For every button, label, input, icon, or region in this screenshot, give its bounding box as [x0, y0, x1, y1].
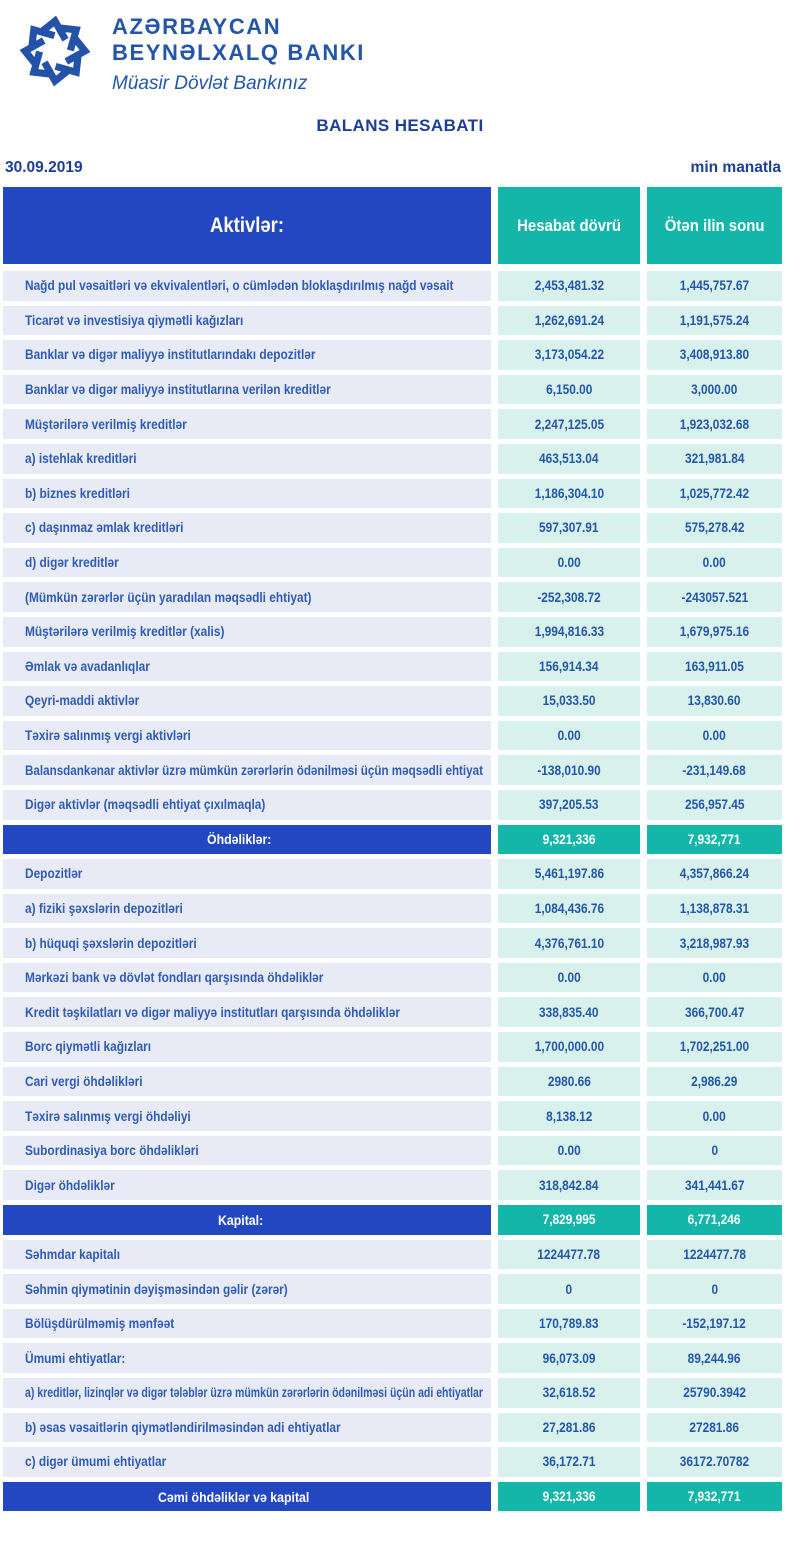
- row-value-current-cell: [498, 1378, 640, 1408]
- row-label-cell: [3, 997, 491, 1027]
- row-value-current-cell: [498, 582, 640, 612]
- row-value-previous: 36172.70782: [679, 1454, 750, 1470]
- table-row: [3, 997, 782, 1027]
- row-label: Ticarət və investisiya qiymətli kağızları: [25, 312, 244, 328]
- row-value-previous: 2,986.29: [691, 1073, 738, 1089]
- row-value-previous: 13,830.60: [688, 693, 741, 709]
- row-label-cell: [3, 721, 491, 751]
- row-value-current: 318,842.84: [539, 1177, 599, 1193]
- row-value-current-cell: [498, 1067, 640, 1097]
- row-value-current: 36,172.71: [542, 1454, 596, 1470]
- row-value-previous-cell: [647, 928, 782, 958]
- row-value-previous-cell: [647, 617, 782, 647]
- row-value-previous: 1224477.78: [683, 1246, 746, 1262]
- row-label: Bölüşdürülməmiş mənfəət: [25, 1316, 175, 1332]
- table-row: [3, 444, 782, 474]
- row-label-cell: [3, 548, 491, 578]
- row-value-previous: 3,408,913.80: [679, 347, 750, 363]
- column-header-assets: [3, 187, 491, 264]
- row-value-current: 463,513.04: [539, 451, 599, 467]
- row-value-previous: 575,278.42: [684, 520, 745, 536]
- row-label: Öhdəliklər:: [207, 831, 272, 848]
- column-header-current-period: [498, 187, 640, 264]
- table-row: [3, 1447, 782, 1477]
- row-label-cell: [3, 409, 491, 439]
- row-value-previous-cell: [647, 1032, 782, 1062]
- row-value-previous-cell: [647, 1205, 782, 1235]
- row-label-cell: [3, 859, 491, 889]
- row-value-previous: 1,923,032.68: [679, 416, 750, 432]
- row-label: d) digər kreditlər: [25, 555, 119, 571]
- row-value-current: 1224477.78: [537, 1246, 601, 1262]
- table-row: [3, 963, 782, 993]
- table-row: [3, 1101, 782, 1131]
- row-value-current: 597,307.91: [539, 520, 599, 536]
- row-value-current-cell: [498, 859, 640, 889]
- row-value-current-cell: [498, 1101, 640, 1131]
- table-row: [3, 790, 782, 820]
- column-header-current-period-label: Hesabat dövrü: [517, 215, 621, 235]
- row-label-cell: [3, 686, 491, 716]
- table-row: [3, 617, 782, 647]
- row-value-current: 1,186,304.10: [534, 485, 604, 501]
- row-value-previous-cell: [647, 825, 782, 855]
- row-value-previous-cell: [647, 790, 782, 820]
- row-value-current: 4,376,761.10: [534, 935, 604, 951]
- row-value-current: 338,835.40: [539, 1004, 599, 1020]
- table-row: [3, 721, 782, 751]
- row-value-previous: 0.00: [702, 728, 727, 744]
- table-row: [3, 1413, 782, 1443]
- row-value-previous: 366,700.47: [684, 1004, 745, 1020]
- row-value-previous: 0: [711, 1281, 718, 1297]
- row-value-previous: 1,445,757.67: [679, 278, 750, 294]
- table-row: [3, 306, 782, 336]
- row-label-cell: [3, 306, 491, 336]
- row-value-current: 27,281.86: [542, 1419, 596, 1435]
- row-label: Qeyri-maddi aktivlər: [25, 693, 140, 709]
- row-value-previous: 0.00: [702, 1108, 727, 1124]
- row-value-previous-cell: [647, 513, 782, 543]
- row-label: Nağd pul vəsaitləri və ekvivalentləri, o cümlədən bloklaşdırılmış nağd vəsait: [25, 278, 454, 294]
- row-value-current-cell: [498, 479, 640, 509]
- row-value-previous-cell: [647, 894, 782, 924]
- row-value-current-cell: [498, 1136, 640, 1166]
- row-label: Səhmin qiymətinin dəyişməsindən gəlir (zərər): [25, 1281, 288, 1297]
- table-body: [3, 271, 782, 1511]
- row-label: Müştərilərə verilmiş kreditlər (xalis): [25, 624, 225, 640]
- row-value-previous-cell: [647, 1067, 782, 1097]
- row-label: Cari vergi öhdəlikləri: [25, 1073, 143, 1089]
- row-value-current-cell: [498, 306, 640, 336]
- row-value-previous-cell: [647, 479, 782, 509]
- row-label: a) istehlak kreditləri: [25, 451, 137, 467]
- table-row: [3, 409, 782, 439]
- row-label-cell: [3, 1067, 491, 1097]
- row-value-current: 0.00: [557, 1143, 581, 1159]
- row-value-previous-cell: [647, 306, 782, 336]
- table-row: [3, 652, 782, 682]
- row-value-current-cell: [498, 963, 640, 993]
- row-value-current-cell: [498, 375, 640, 405]
- row-value-current: 0.00: [557, 970, 581, 986]
- row-label: Cəmi öhdəliklər və kapital: [158, 1488, 310, 1505]
- row-value-current: 7,829,995: [542, 1212, 596, 1228]
- table-row: [3, 271, 782, 301]
- row-value-current: 1,262,691.24: [534, 312, 604, 328]
- row-value-previous-cell: [647, 1309, 782, 1339]
- row-value-current-cell: [498, 271, 640, 301]
- row-value-previous-cell: [647, 409, 782, 439]
- row-value-current: 1,084,436.76: [534, 900, 604, 916]
- row-value-current-cell: [498, 721, 640, 751]
- table-row: [3, 1032, 782, 1062]
- row-value-previous: 7,932,771: [688, 831, 741, 847]
- row-value-previous-cell: [647, 1274, 782, 1304]
- row-value-current-cell: [498, 790, 640, 820]
- bank-logo-icon: [16, 10, 94, 92]
- table-row: [3, 479, 782, 509]
- row-value-previous-cell: [647, 1413, 782, 1443]
- section-row: [3, 825, 782, 855]
- row-value-previous-cell: [647, 444, 782, 474]
- row-label: c) digər ümumi ehtiyatlar: [25, 1454, 167, 1470]
- row-value-previous-cell: [647, 271, 782, 301]
- row-value-current: 170,789.83: [539, 1316, 599, 1332]
- row-value-previous: 89,244.96: [688, 1350, 741, 1366]
- table-row: [3, 1067, 782, 1097]
- row-value-current-cell: [498, 1482, 640, 1512]
- row-label-cell: [3, 652, 491, 682]
- row-value-previous: 1,025,772.42: [679, 485, 750, 501]
- row-label: a) kreditlər, lizinqlər və digər tələblər üzrə mümkün zərərlərin ödənilməsi üçün adi ehtiyatlar: [25, 1385, 483, 1401]
- table-row: [3, 859, 782, 889]
- row-label: Subordinasiya borc öhdəlikləri: [25, 1143, 199, 1159]
- row-value-previous-cell: [647, 1170, 782, 1200]
- row-value-previous: 27281.86: [689, 1419, 740, 1435]
- table-row: [3, 755, 782, 785]
- row-value-previous: 1,702,251.00: [679, 1039, 750, 1055]
- table-row: [3, 582, 782, 612]
- row-value-previous: 321,981.84: [684, 451, 745, 467]
- row-value-current: 8,138.12: [545, 1108, 593, 1124]
- row-label-cell: [3, 1101, 491, 1131]
- row-label-cell: [3, 825, 491, 855]
- report-title: BALANS HESABATI: [316, 116, 484, 135]
- row-label-cell: [3, 1240, 491, 1270]
- row-value-current-cell: [498, 686, 640, 716]
- row-value-previous: -152,197.12: [682, 1316, 747, 1332]
- row-value-previous: 25790.3942: [683, 1385, 746, 1401]
- row-label: c) daşınmaz əmlak kreditləri: [25, 520, 184, 536]
- row-value-previous: 0.00: [702, 970, 727, 986]
- row-value-previous-cell: [647, 1447, 782, 1477]
- row-value-current-cell: [498, 1032, 640, 1062]
- row-value-current: 156,914.34: [539, 658, 599, 674]
- row-value-previous-cell: [647, 652, 782, 682]
- column-header-prev-year-end: [647, 187, 782, 264]
- row-label: Müştərilərə verilmiş kreditlər: [25, 416, 187, 432]
- row-value-current-cell: [498, 1447, 640, 1477]
- row-label-cell: [3, 340, 491, 370]
- row-value-previous: 0: [711, 1143, 718, 1159]
- row-value-current-cell: [498, 928, 640, 958]
- row-value-previous: 7,932,771: [688, 1489, 741, 1505]
- row-value-current-cell: [498, 340, 640, 370]
- row-value-previous: 3,218,987.93: [679, 935, 750, 951]
- row-value-current-cell: [498, 444, 640, 474]
- row-label: b) hüquqi şəxslərin depozitləri: [25, 935, 197, 951]
- row-label: Kredit təşkilatları və digər maliyyə institutları qarşısında öhdəliklər: [25, 1004, 401, 1020]
- row-value-previous: 1,191,575.24: [679, 312, 750, 328]
- row-label-cell: [3, 1343, 491, 1373]
- row-label: Ümumi ehtiyatlar:: [25, 1350, 126, 1366]
- row-label-cell: [3, 963, 491, 993]
- row-value-current-cell: [498, 997, 640, 1027]
- row-value-current-cell: [498, 617, 640, 647]
- row-value-current-cell: [498, 894, 640, 924]
- row-value-previous-cell: [647, 1136, 782, 1166]
- row-value-current-cell: [498, 1309, 640, 1339]
- row-value-previous-cell: [647, 548, 782, 578]
- bank-name-block: [112, 10, 365, 95]
- row-value-previous: 256,957.45: [684, 797, 745, 813]
- table-row: [3, 548, 782, 578]
- row-value-previous: -231,149.68: [682, 762, 747, 778]
- row-value-current: 1,994,816.33: [534, 624, 604, 640]
- row-label: Borc qiymətli kağızları: [25, 1039, 152, 1055]
- row-label: (Mümkün zərərlər üçün yaradılan məqsədli ehtiyat): [25, 589, 312, 605]
- row-label: Səhmdar kapitalı: [25, 1246, 121, 1262]
- row-label: b) əsas vəsaitlərin qiymətləndirilməsindən adi ehtiyatlar: [25, 1419, 341, 1435]
- table-row: [3, 1309, 782, 1339]
- row-label-cell: [3, 582, 491, 612]
- row-label: Digər aktivlər (məqsədli ehtiyat çıxılmaqla): [25, 797, 266, 813]
- row-label-cell: [3, 1274, 491, 1304]
- row-value-previous-cell: [647, 340, 782, 370]
- bank-name-line1: AZƏRBAYCAN: [112, 14, 282, 39]
- row-value-previous-cell: [647, 1343, 782, 1373]
- table-row: [3, 340, 782, 370]
- row-label-cell: [3, 755, 491, 785]
- row-value-current-cell: [498, 409, 640, 439]
- row-label: Təxirə salınmış vergi aktivləri: [25, 728, 191, 744]
- row-value-current: -252,308.72: [537, 589, 601, 605]
- row-label: Təxirə salınmış vergi öhdəliyi: [25, 1108, 191, 1124]
- table-row: [3, 1274, 782, 1304]
- row-value-previous: 341,441.67: [684, 1177, 745, 1193]
- row-value-current-cell: [498, 652, 640, 682]
- row-label: Mərkəzi bank və dövlət fondları qarşısında öhdəliklər: [25, 970, 324, 986]
- row-value-previous: 1,679,975.16: [679, 624, 750, 640]
- row-value-previous-cell: [647, 582, 782, 612]
- row-label: Əmlak və avadanlıqlar: [25, 658, 150, 674]
- row-value-current: 9,321,336: [542, 1489, 596, 1505]
- row-value-current: 15,033.50: [542, 693, 596, 709]
- row-label-cell: [3, 1309, 491, 1339]
- table-row: [3, 894, 782, 924]
- row-label-cell: [3, 1413, 491, 1443]
- total-row: [3, 1482, 782, 1512]
- row-label: Depozitlər: [25, 866, 83, 882]
- row-value-current: 6,150.00: [545, 382, 593, 398]
- row-value-current-cell: [498, 1274, 640, 1304]
- row-value-current: 32,618.52: [542, 1385, 596, 1401]
- row-value-current: -138,010.90: [537, 762, 601, 778]
- table-row: [3, 1240, 782, 1270]
- column-header-prev-year-end-label: Ötən ilin sonu: [664, 215, 765, 235]
- row-value-current-cell: [498, 1343, 640, 1373]
- row-value-previous: 4,357,866.24: [679, 866, 750, 882]
- column-header-assets-label: Aktivlər:: [210, 213, 284, 237]
- row-value-previous: 3,000.00: [691, 382, 738, 398]
- row-value-current-cell: [498, 825, 640, 855]
- table-row: [3, 513, 782, 543]
- unit-note: min manatla: [690, 159, 781, 176]
- row-value-previous-cell: [647, 859, 782, 889]
- report-meta-row: [0, 159, 800, 177]
- row-value-previous-cell: [647, 997, 782, 1027]
- row-value-current: 0.00: [557, 728, 581, 744]
- row-value-current: 397,205.53: [539, 797, 599, 813]
- row-label-cell: [3, 513, 491, 543]
- row-label-cell: [3, 617, 491, 647]
- row-value-previous: -243057.521: [681, 589, 748, 605]
- row-value-current: 5,461,197.86: [534, 866, 604, 882]
- row-label-cell: [3, 1170, 491, 1200]
- row-value-previous-cell: [647, 721, 782, 751]
- row-value-current-cell: [498, 1205, 640, 1235]
- row-value-previous-cell: [647, 1240, 782, 1270]
- balance-table: [3, 187, 782, 1511]
- section-row: [3, 1205, 782, 1235]
- row-value-previous-cell: [647, 755, 782, 785]
- row-value-current: 2,247,125.05: [534, 416, 604, 432]
- row-value-current-cell: [498, 1413, 640, 1443]
- row-value-current-cell: [498, 755, 640, 785]
- row-label-cell: [3, 444, 491, 474]
- row-value-current: 2980.66: [547, 1073, 591, 1089]
- bank-header: [0, 0, 800, 95]
- row-value-previous: 0.00: [702, 555, 727, 571]
- row-label-cell: [3, 894, 491, 924]
- row-label: b) biznes kreditləri: [25, 485, 130, 501]
- row-label-cell: [3, 1378, 491, 1408]
- table-row: [3, 686, 782, 716]
- table-row: [3, 1343, 782, 1373]
- row-label: Digər öhdəliklər: [25, 1177, 115, 1193]
- row-value-current-cell: [498, 1170, 640, 1200]
- row-label-cell: [3, 1447, 491, 1477]
- row-value-previous-cell: [647, 1378, 782, 1408]
- row-label-cell: [3, 271, 491, 301]
- table-row: [3, 1136, 782, 1166]
- row-label-cell: [3, 1136, 491, 1166]
- row-value-previous: 1,138,878.31: [679, 900, 750, 916]
- row-value-previous-cell: [647, 375, 782, 405]
- row-value-current: 0.00: [557, 555, 581, 571]
- row-value-current: 3,173,054.22: [534, 347, 604, 363]
- table-row: [3, 928, 782, 958]
- row-value-current: 2,453,481.32: [534, 278, 604, 294]
- row-value-previous: 6,771,246: [688, 1212, 741, 1228]
- report-date: 30.09.2019: [5, 159, 83, 176]
- table-row: [3, 1170, 782, 1200]
- table-row: [3, 1378, 782, 1408]
- row-value-current: 0: [565, 1281, 573, 1297]
- row-label: a) fiziki şəxslərin depozitləri: [25, 900, 183, 916]
- row-value-current: 1,700,000.00: [534, 1039, 604, 1055]
- row-value-previous-cell: [647, 1482, 782, 1512]
- row-value-previous-cell: [647, 686, 782, 716]
- row-label-cell: [3, 479, 491, 509]
- row-value-current-cell: [498, 513, 640, 543]
- row-label: Banklar və digər maliyyə institutlarındakı depozitlər: [25, 347, 316, 363]
- row-label-cell: [3, 375, 491, 405]
- row-label-cell: [3, 928, 491, 958]
- row-label-cell: [3, 1032, 491, 1062]
- row-label-cell: [3, 1482, 491, 1512]
- row-label: Balansdankənar aktivlər üzrə mümkün zərərlərin ödənilməsi üçün məqsədli ehtiyat: [25, 762, 483, 778]
- row-label: Banklar və digər maliyyə institutlarına verilən kreditlər: [25, 382, 331, 398]
- row-value-previous-cell: [647, 963, 782, 993]
- bank-tagline: Müasir Dövlət Bankınız: [112, 73, 308, 94]
- row-label: Kapital:: [218, 1211, 264, 1228]
- table-header-row: [3, 187, 782, 264]
- table-row: [3, 375, 782, 405]
- row-value-previous: 163,911.05: [685, 658, 744, 674]
- row-value-current-cell: [498, 1240, 640, 1270]
- row-value-previous-cell: [647, 1101, 782, 1131]
- row-value-current-cell: [498, 548, 640, 578]
- row-label-cell: [3, 1205, 491, 1235]
- row-value-current: 9,321,336: [542, 831, 596, 847]
- bank-name-line2: BEYNƏLXALQ BANKI: [112, 40, 366, 65]
- row-value-current: 96,073.09: [542, 1350, 596, 1366]
- row-label-cell: [3, 790, 491, 820]
